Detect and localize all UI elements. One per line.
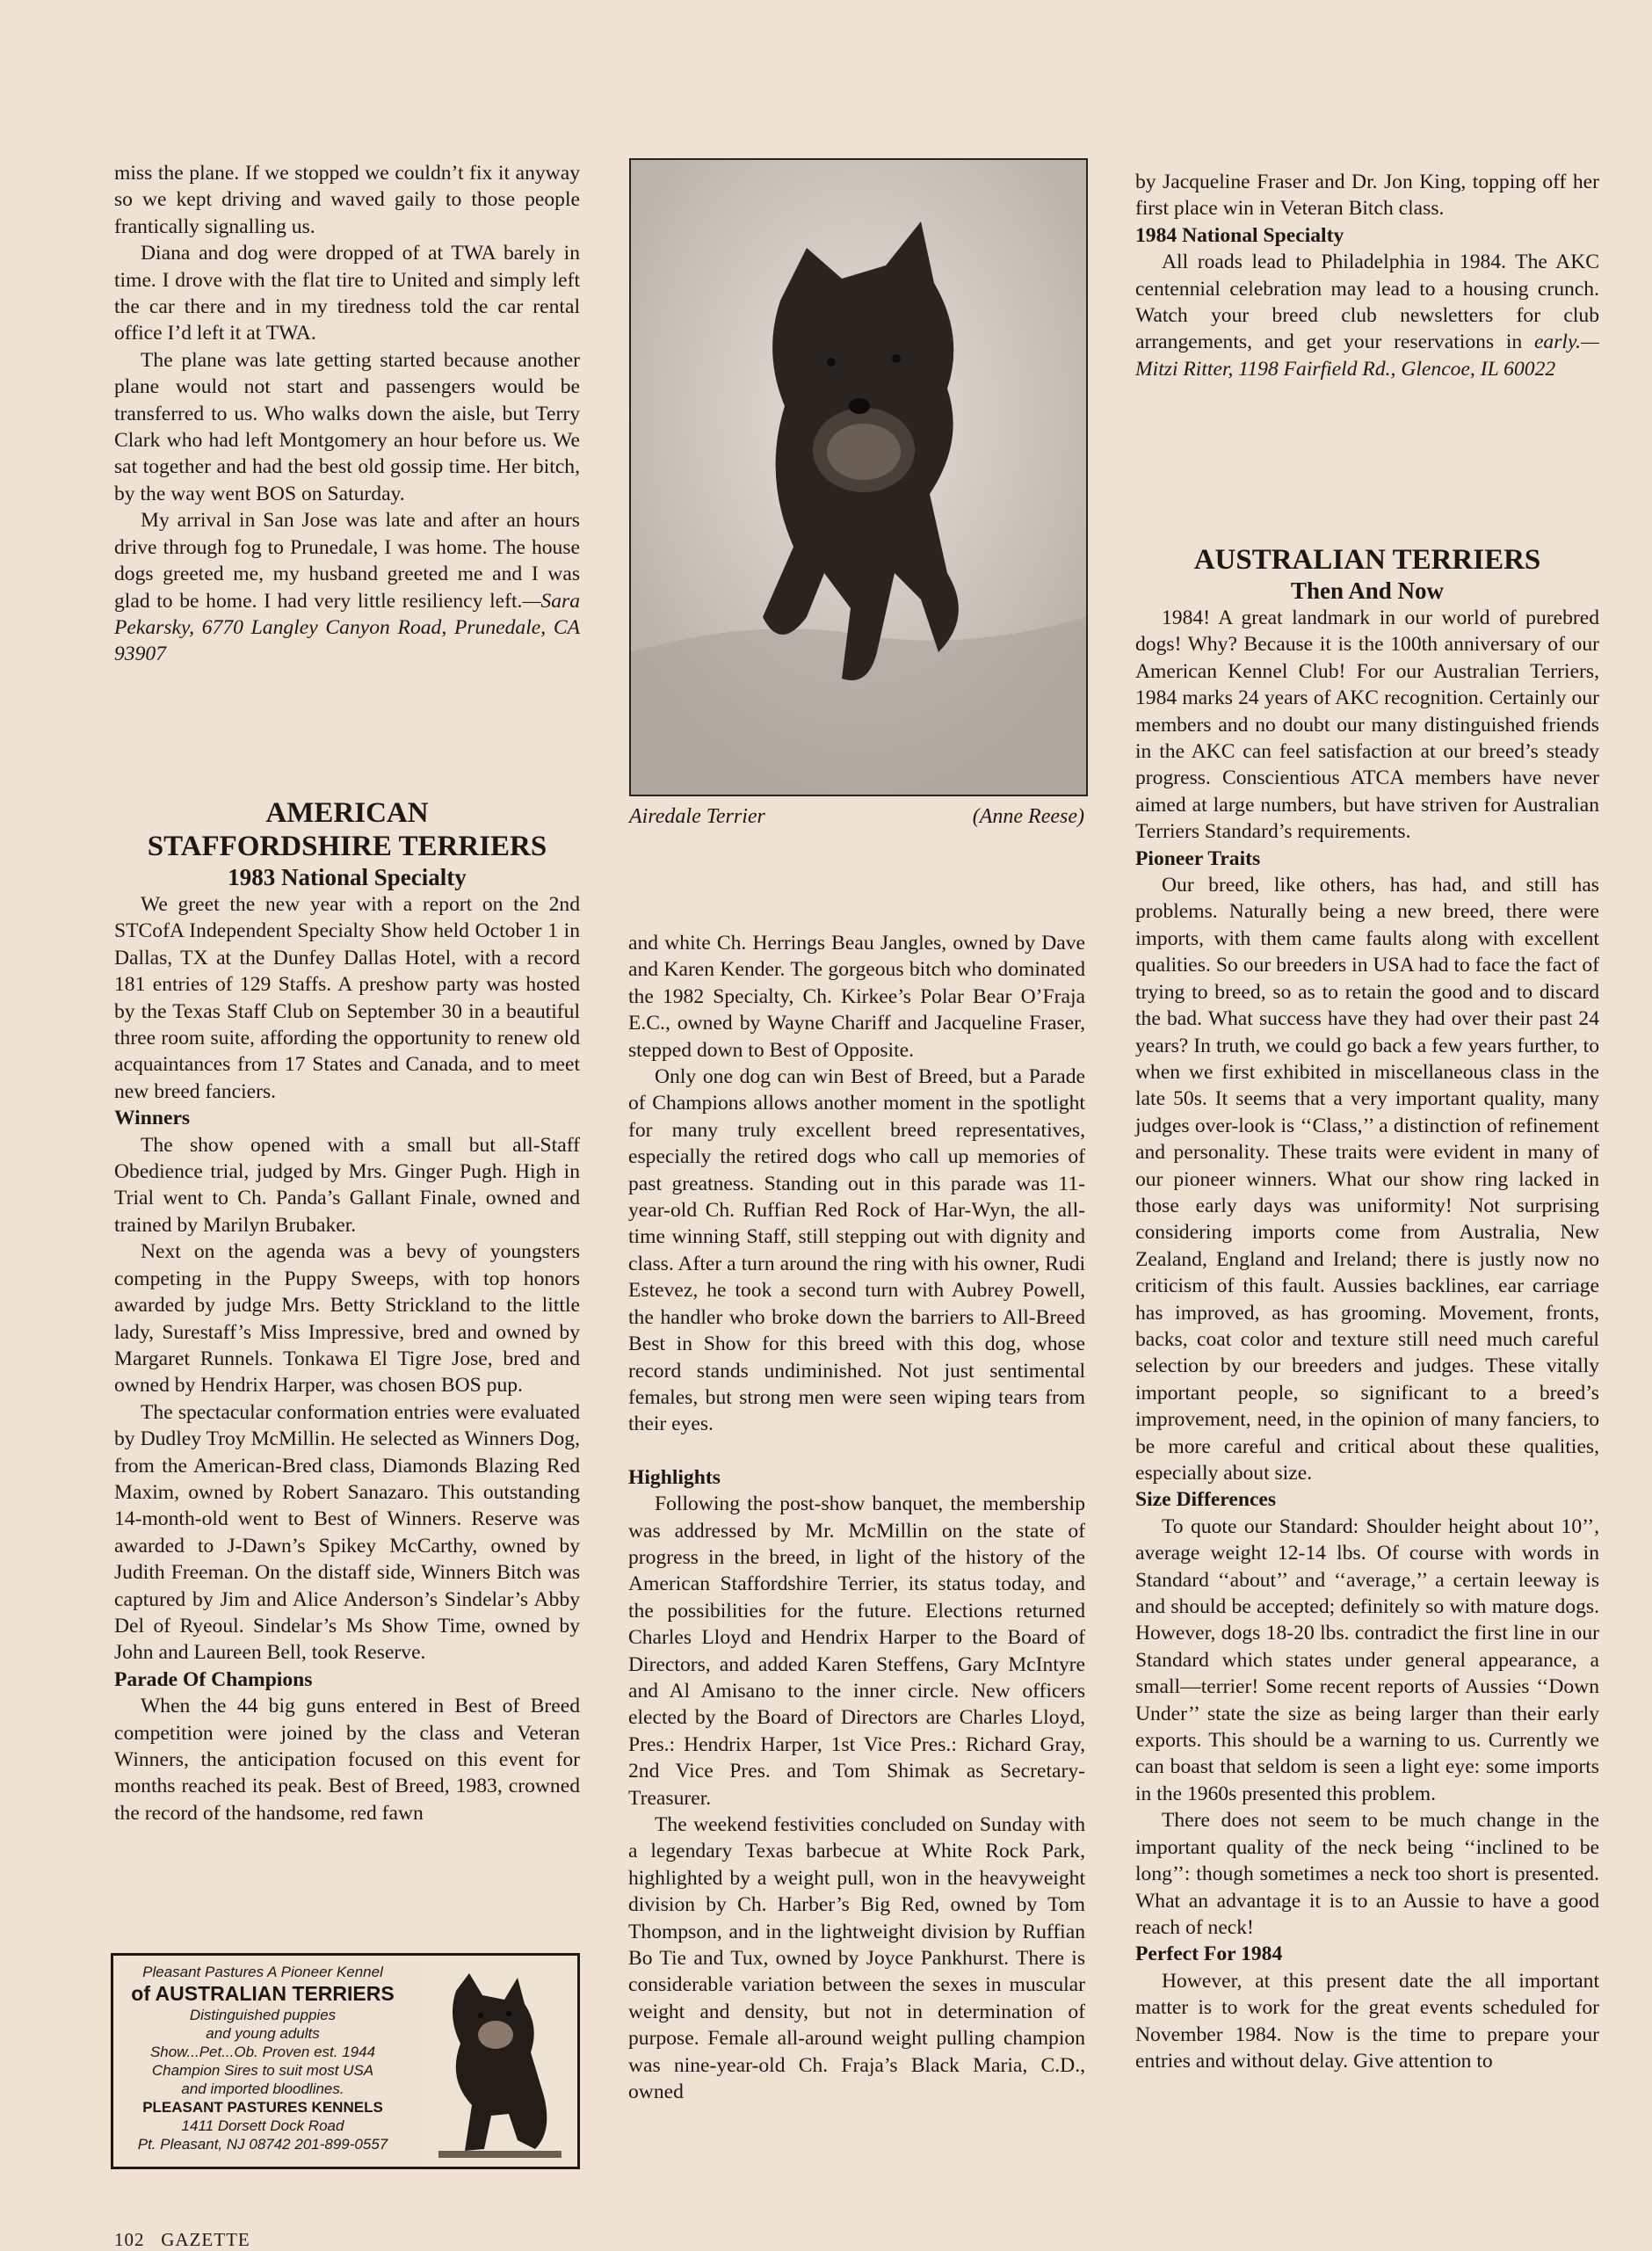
publication-name: GAZETTE (161, 2229, 250, 2250)
section-heading: Winners (114, 1107, 191, 1130)
paragraph: There does not seem to be much change in the important quality of the neck being ‘‘inclined to be long’’: though sometimes a neck too short is presented. What an advantage it is to an Aussie to have a good reach of neck! (1135, 1809, 1599, 1939)
article-subtitle: 1983 National Specialty (228, 864, 467, 890)
emphasis-word: early. (1533, 330, 1582, 354)
paragraph: Diana and dog were dropped of at TWA barely in time. I drove with the flat tire to United and simply left the car there and in my tiredness told the car rental office I’d left it at TWA. (114, 242, 580, 345)
paragraph: The show opened with a small but all-Staff Obedience trial, judged by Mrs. Ginger Pugh. High in Trial went to Ch. Panda’s Gallant Finale, owned and trained by Marilyn Brubaker. (114, 1133, 580, 1237)
photo-credit: (Anne Reese) (972, 805, 1084, 828)
paragraph: and white Ch. Herrings Beau Jangles, owned by Dave and Karen Kender. The gorgeous bitch who dominated the 1982 Specialty, Ch. Kirkee’s Polar Bear O’Fraja E.C., owned by Wayne Chariff and Jacqueline Fraser, stepped down to Best of Opposite. (628, 932, 1085, 1062)
paragraph (114, 507, 580, 667)
ad-line: Champion Sires to suit most USA (151, 2062, 374, 2079)
paragraph: Next on the agenda was a bevy of youngsters competing in the Puppy Sweeps, with top honors awarded by judge Mrs. Betty Strickland to the little lady, Surestaff’s Miss Impressive, bred and owned by Margaret Runnels. Tonkawa El Tigre Jose, bred and owned by Hendrix Harper, was chosen BOS pup. (114, 1240, 580, 1398)
ad-line: Show...Pet...Ob. Proven est. 1944 (149, 2044, 376, 2060)
terrier-icon (421, 1964, 570, 2167)
section-heading: Pioneer Traits (1135, 846, 1261, 870)
paragraph: Our breed, like others, has had, and still has problems. Naturally being a new breed, there were imports, with them came faults along with excellent qualities. So our breeders in USA had to face the fact of trying to breed, so as to retain the good and to discard the bad. What success have they had over their past 24 years? In truth, we could go back a few years further, to when we first exhibited in miscellaneous class in the late 50s. It seems that a very important quality, many judges over-look is ‘‘Class,’’ a distinction of refinement and personality. These traits were evident in many of our pioneer winners. What our show ring lacked in those early days was uniformity! Not surprising considering imports come from Australia, New Zealand, England and Ireland; there is justly now no criticism of this fault. Aussies backlines, ear carriage has improved, as has grooming. Movement, fronts, backs, coat color and texture still need much careful selection by our breeders and judges. These vitally important people, so significant to a breed’s improvement, need, in the opinion of many fanciers, to be more careful and critical about these qualities, especially about size. (1135, 874, 1599, 1485)
paragraph-text: My arrival in San Jose was late and after an hours drive through fog to Prunedale, I was home. The house dogs greeted me, my husband greeted me and I was glad to be home. I had very little resiliency left. (114, 509, 580, 613)
article-title-line-1: AMERICAN (265, 797, 429, 829)
paragraph: However, at this present date the all important matter is to work for the great events scheduled for November 1984. Now is the time to prepare your entries and without delay. Give attention to (1135, 1969, 1599, 2073)
paragraph: Only one dog can win Best of Breed, but a Parade of Champions allows another moment in the spotlight for many truly excellent breed representatives, especially the retired dogs who call up memories of past greatness. Standing out in this parade was 11-year-old Ch. Ruffian Red Rock of Har-Wyn, the all-time winning Staff, still stepping out with dignity and class. After a turn around the ring with his owner, Rudi Estevez, he took a second turn with Aubrey Powell, the handler who broke down the barriers to All-Breed Best in Show for this breed with this dog, whose record stands undiminished. Not just sentimental females, but strong men were seen wiping tears from their eyes. (628, 1065, 1085, 1436)
ad-text (113, 1963, 412, 2153)
paragraph-text: All roads lead to Philadelphia in 1984. The AKC centennial celebration may lead to a housing crunch. Watch your breed club newsletters for club arrangements, and get your reservations in (1135, 251, 1599, 354)
column-2 (628, 930, 1085, 2105)
caption-title: Airedale Terrier (629, 805, 765, 828)
article-title: AUSTRALIAN TERRIERS (1193, 544, 1541, 576)
ad-line: Pleasant Pastures A Pioneer Kennel (142, 1964, 383, 1980)
paragraph: We greet the new year with a report on the 2nd STCofA Independent Specialty Show held October 1 in Dallas, TX at the Dunfey Dallas Hotel, with a record 181 entries of 129 Staffs. A preshow party was hosted by the Texas Staff Club on September 30 in a beautiful three room suite, affording the opportunity to renew old acquaintances from 17 States and Canada, and to meet new breed fanciers. (114, 893, 580, 1103)
author-signature: —Mitzi Ritter, 1198 Fairfield Rd., Glencoe, IL 60022 (1135, 330, 1599, 381)
ad-contact: Pt. Pleasant, NJ 08742 201-899-0557 (137, 2136, 388, 2153)
ad-line: and young adults (206, 2025, 320, 2042)
section-heading: Highlights (628, 1465, 721, 1489)
ad-address: 1411 Dorsett Dock Road (181, 2117, 344, 2134)
paragraph: miss the plane. If we stopped we couldn’t fix it anyway so we kept driving and waved gaily to those people frantically signalling us. (114, 162, 580, 238)
paragraph: The spectacular conformation entries were evaluated by Dudley Troy McMillin. He selected as Winners Dog, from the American-Bred class, Diamonds Blazing Red Maxim, owned by Robert Sanazaro. This outstanding 14-month-old went to Best of Winners. Reserve was awarded to J-Dawn’s Spikey McCarthy, owned by Judith Freeman. On the distaff side, Winners Bitch was captured by Jim and Alice Anderson’s Sindelar’s Abby Del of Ryeoul. Sindelar’s Ms Show Time, owned by John and Laureen Bell, took Reserve. (114, 1400, 580, 1665)
paragraph: When the 44 big guns entered in Best of Breed competition were joined by the class and Veteran Winners, the anticipation focused on this event for months reached its peak. Best of Breed, 1983, crowned the record of the handsome, red fawn (114, 1695, 580, 1825)
paragraph: 1984! A great landmark in our world of purebred dogs! Why? Because it is the 100th anniversary of our American Kennel Club! For our Australian Terriers, 1984 marks 24 years of AKC recognition. Certainly our members and no doubt our many distinguished friends in the AKC can feel satisfaction at our breed’s steady progress. Conscientious ATCA members have never aimed at large numbers, but have striven for Australian Terriers Standard’s requirements. (1135, 606, 1599, 844)
kennel-advertisement (111, 1953, 580, 2169)
paragraph (1135, 249, 1599, 382)
paragraph: Following the post-show banquet, the membership was addressed by Mr. McMillin on the state of progress in the breed, in light of the history of the American Staffordshire Terrier, its status today, and the possibilities for the future. Elections returned Charles Lloyd and Hendrix Harper to the Board of Directors, and added Karen Steffens, Gary McIntyre and Al Amisano to the inner circle. New officers elected by the Board of Directors are Charles Lloyd, Pres.: Hendrix Harper, 1st Vice Pres.: Richard Gray, 2nd Vice Pres. and Tom Shimak as Secretary-Treasurer. (628, 1492, 1085, 1810)
column-1-top (114, 160, 580, 668)
article-title-line-2: STAFFORDSHIRE TERRIERS (147, 831, 547, 862)
page-footer (114, 2229, 250, 2251)
paragraph: To quote our Standard: Shoulder height about 10’’, average weight 12-14 lbs. Of course with words in Standard ‘‘about’’ and ‘‘average,’’ a certain leeway is and should be accepted; definitely so with mature dogs. However, dogs 18-20 lbs. contradict the first line in our Standard which states under general appearance, a small—terrier! Some recent reports of Aussies ‘‘Down Under’’ state the size as being larger than their early exports. This should be a warning to us. Currently we can boast that seldom is seen a light eye: some imports in the 1960s presented this problem. (1135, 1514, 1599, 1805)
author-signature: —Sara Pekarsky, 6770 Langley Canyon Road, Prunedale, CA 93907 (114, 589, 580, 666)
paragraph: The weekend festivities concluded on Sunday with a legendary Texas barbecue at White Rock Park, highlighted by a weight pull, won in the heavyweight division by Ch. Harber’s Big Red, owned by Tom Thompson, and in the lightweight division by Ruffian Bo Tie and Tux, owned by Joyce Pankhurst. There is considerable variation between the sexes in muscular weight and density, but not in determination of purpose. Female all-around weight pulling champion was nine-year-old Ch. Fraja’s Black Maria, C.D., owned (628, 1813, 1085, 2104)
paragraph: by Jacqueline Fraser and Dr. Jon King, topping off her first place win in Veteran Bitch class. (1135, 171, 1599, 221)
dog-illustration (631, 160, 1086, 795)
ad-line: and imported bloodlines. (181, 2080, 344, 2097)
section-heading: 1984 National Specialty (1135, 223, 1344, 247)
ad-headline: of AUSTRALIAN TERRIERS (131, 1982, 395, 2005)
australian-terriers-article (1135, 543, 1599, 2074)
section-heading: Size Differences (1135, 1488, 1277, 1512)
paragraph: The plane was late getting started because another plane would not start and passengers would be transferred to us. Who walks down the aisle, but Terry Clark who had left Montgomery an hour before us. We sat together and had the best old gossip time. Her bitch, by the way went BOS on Saturday. (114, 348, 580, 505)
staffordshire-article (114, 796, 580, 1826)
page-number: 102 (114, 2229, 145, 2250)
section-heading: Parade Of Champions (114, 1667, 313, 1691)
ad-line: Distinguished puppies (189, 2007, 337, 2023)
column-3-top (1135, 169, 1599, 382)
airedale-photo (629, 158, 1088, 796)
article-subtitle: Then And Now (1290, 577, 1445, 604)
ad-kennel-name: PLEASANT PASTURES KENNELS (142, 2099, 383, 2116)
section-heading: Perfect For 1984 (1135, 1942, 1283, 1966)
